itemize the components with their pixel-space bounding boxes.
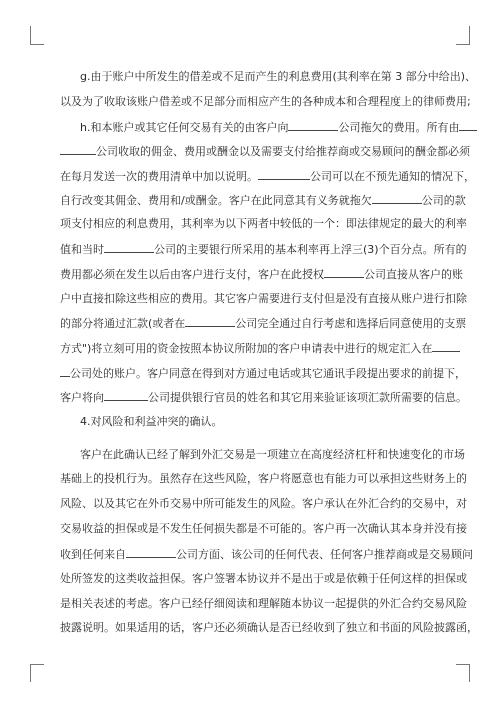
text-fragment: 收到任何来自 [60, 548, 126, 561]
text-fragment: 方式")将立刻可用的资金按照本协议所附加的客户申请表中进行的规定汇入在 [60, 342, 433, 355]
text-line: 项支付相应的利息费用，其利率为以下两者中较低的一个：即法律规定的最大的利率 [60, 217, 467, 230]
text-fragment: 公司收取的佣金、费用或酬金以及需要支付给推荐商或交易顾问的酬金都必须 [96, 145, 470, 158]
crop-mark-top-left [30, 26, 31, 44]
text-line: 交易收益的担保或是不发生任何损失都是不可能的。客户再一次确认其本身并没有接 [60, 522, 467, 535]
text-fragment: 值和当时 [60, 243, 104, 256]
fill-in-blank [459, 120, 477, 131]
fill-in-blank [60, 366, 70, 377]
text-line [80, 120, 477, 135]
crop-mark-bottom-left [30, 664, 31, 682]
crop-mark-bottom-right [469, 664, 470, 682]
fill-in-blank [372, 193, 422, 204]
text-line: 以及为了收取该账户借差或不足部分而相应产生的各种成本和合理程度上的律师费用; [60, 95, 471, 108]
text-line: g.由于账户中所发生的借差或不足而产生的利息费用(其利率在第 3 部分中给出)、 [80, 70, 477, 83]
text-line [60, 390, 467, 405]
crop-mark-bottom-right-h [456, 664, 470, 665]
text-line [60, 316, 466, 331]
fill-in-blank [185, 316, 235, 327]
text-fragment: 公司完全通过自行考虑和选择后同意使用的支票 [235, 317, 467, 330]
text-fragment: 公司方面、该公司的任何代表、任何客户推荐商或是交易顾问 [176, 548, 473, 561]
fill-in-blank [324, 267, 364, 278]
fill-in-blank [288, 120, 338, 131]
text-fragment: 自行改变其佣金、费用和/或酬金。客户在此同意其有义务就拖欠 [60, 194, 372, 207]
text-fragment: 公司提供银行官员的姓名和其它用来验证该项汇款所需要的信息。 [148, 391, 467, 404]
text-fragment: 客户将向 [60, 391, 104, 404]
text-line [60, 242, 467, 257]
text-fragment: 费用都必须在发生以后由客户进行支付，客户在此授权 [60, 268, 324, 281]
text-fragment: 公司直接从客户的账 [364, 268, 463, 281]
text-fragment: 公司的款 [421, 194, 466, 207]
fill-in-blank [60, 144, 96, 155]
text-line: 风险、以及其它在外币交易中所可能发生的风险。客户承认在外汇合约的交易中，对 [60, 497, 467, 510]
text-line [60, 267, 463, 282]
fill-in-blank [432, 341, 460, 352]
text-line: 披露说明。如果适用的话，客户还必须确认是否已经收到了独立和书面的风险披露函， [60, 621, 478, 634]
text-line: 处所签发的这类收益担保。客户签署本协议并不是出于或是依赖于任何这样的担保或 [60, 572, 467, 585]
text-fragment: 在每月发送一次的费用清单中加以说明。 [60, 170, 258, 183]
text-line: 基础上的投机行为。虽然存在这些风险，客户将愿意也有能力可以承担这些财务上的 [60, 472, 467, 485]
crop-mark-top-left-h [30, 44, 44, 45]
fill-in-blank [258, 169, 310, 180]
text-line: 是相关表述的考虑。客户已经仔细阅读和理解随本协议一起提供的外汇合约交易风险 [60, 597, 467, 610]
fill-in-blank [104, 242, 154, 253]
text-fragment: 公司拖欠的费用。所有由 [338, 121, 460, 134]
crop-mark-top-right-h [456, 44, 470, 45]
crop-mark-bottom-left-h [30, 664, 44, 665]
fill-in-blank [126, 547, 176, 558]
section-heading: 4.对风险和利益冲突的确认。 [80, 415, 223, 428]
text-fragment: h.和本账户或其它任何交易有关的由客户向 [80, 121, 289, 134]
crop-mark-top-right [469, 26, 470, 44]
text-line [60, 366, 466, 381]
text-line [60, 169, 475, 184]
text-line [60, 547, 473, 562]
text-fragment: 公司可以在不预先通知的情况下， [310, 170, 475, 183]
text-line [60, 144, 470, 159]
fill-in-blank [104, 390, 148, 401]
text-line [60, 193, 466, 208]
text-line: 客户在此确认已经了解到外汇交易是一项建立在高度经济杠杆和快速变化的市场 [80, 448, 465, 461]
text-fragment: 的部分将通过汇款(或者在 [60, 317, 186, 330]
text-fragment: 公司处的账户。客户同意在得到对方通过电话或其它通讯手段提出要求的前提下， [70, 367, 466, 380]
text-fragment: 公司的主要银行所采用的基本利率再上浮三(3)个百分点。所有的 [154, 243, 467, 256]
text-line [60, 341, 460, 356]
text-line: 户中直接扣除这些相应的费用。其它客户需要进行支付但是没有直接从账户进行扣除 [60, 292, 467, 305]
